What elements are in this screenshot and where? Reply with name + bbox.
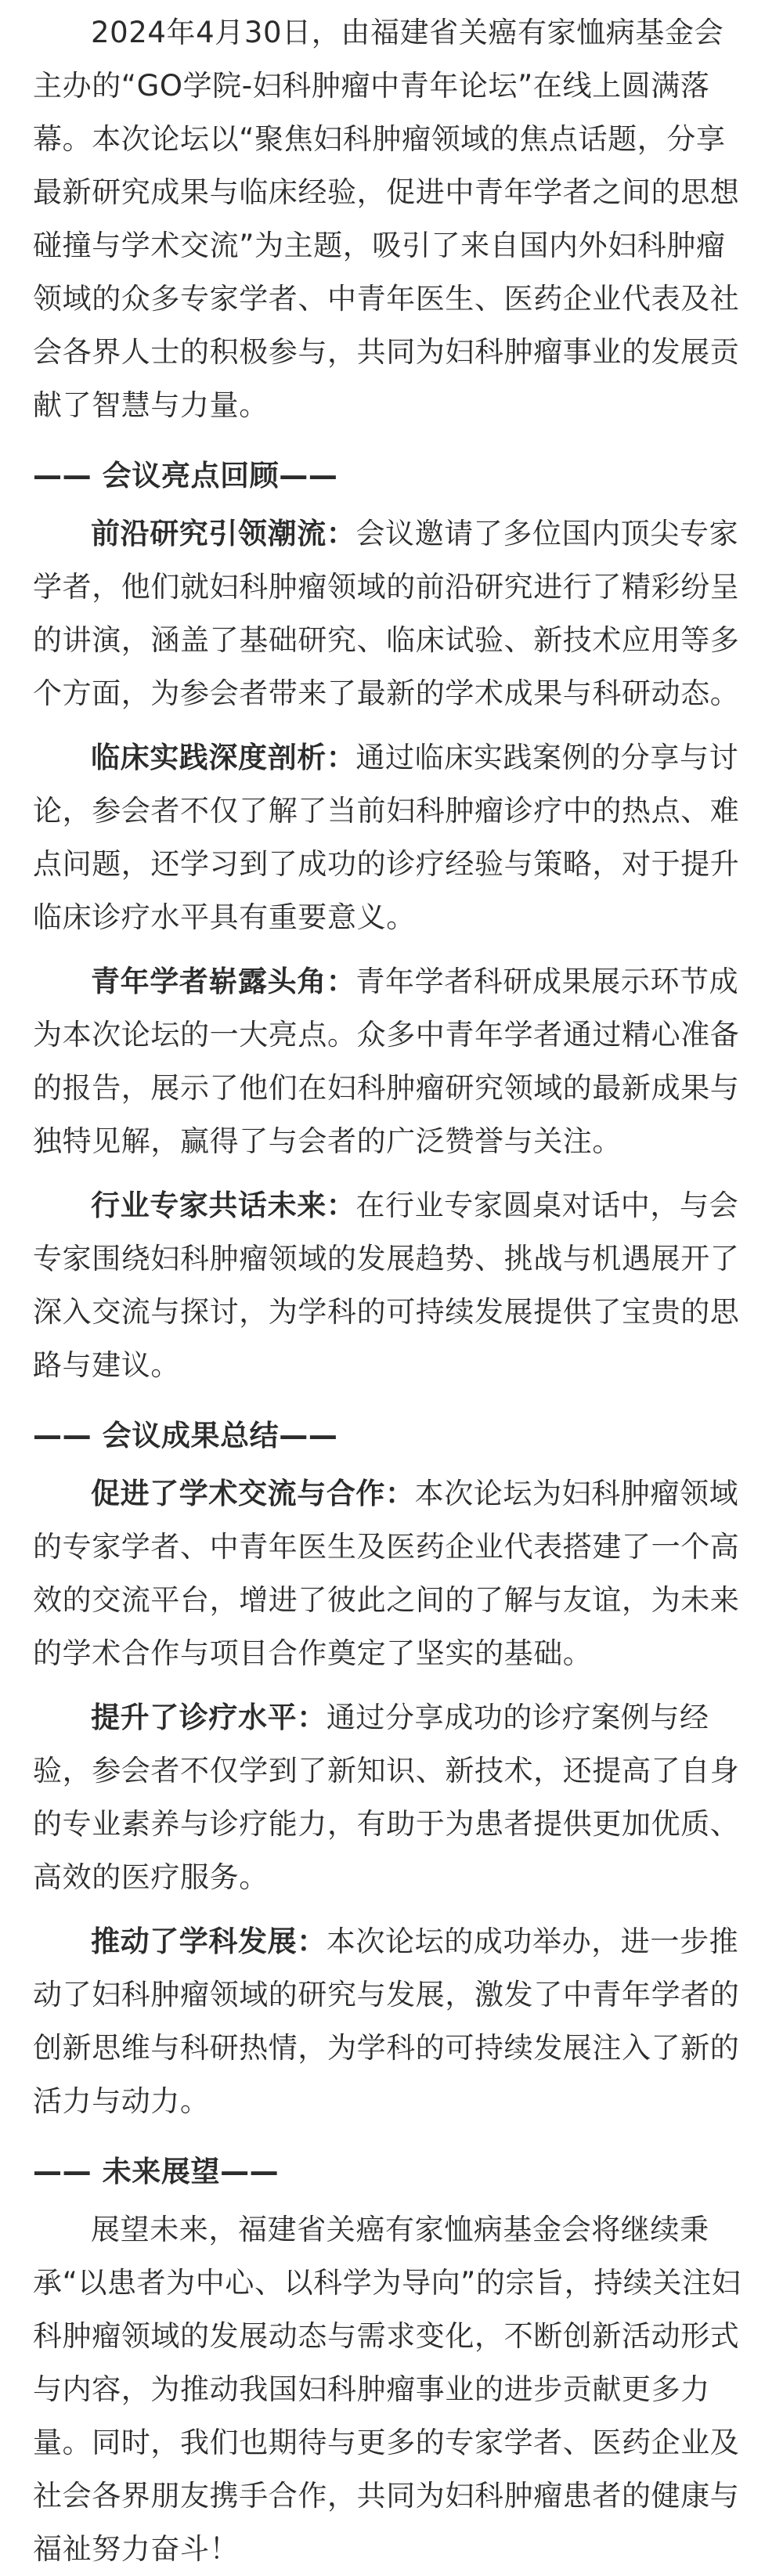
highlight-text: 通过临床实践案例的分享与讨论，参会者不仅了解了当前妇科肿瘤诊疗中的热点、难点问题，还学习到了成功的诊疗经验与策略，对于提升临床诊疗水平具有重要意义。 [33, 741, 740, 934]
highlight-item [33, 1179, 750, 1392]
result-lead: 推动了学科发展： [91, 1925, 327, 1958]
highlight-lead: 临床实践深度剖析： [91, 741, 356, 774]
intro-paragraph: 2024年4月30日，由福建省关癌有家恤病基金会主办的“GO学院-妇科肿瘤中青年论坛”在线上圆满落幕。本次论坛以“聚焦妇科肿瘤领域的焦点话题，分享最新研究成果与临床经验，促进中青年学者之间的思想碰撞与学术交流”为主题，吸引了来自国内外妇科肿瘤领域的众多专家学者、中青年医生、医药企业代表及社会各界人士的积极参与，共同为妇科肿瘤事业的发展贡献了智慧与力量。 [33, 16, 740, 422]
highlight-lead: 行业专家共话未来： [91, 1189, 356, 1222]
highlight-text: 会议邀请了多位国内顶尖专家学者，他们就妇科肿瘤领域的前沿研究进行了精彩纷呈的讲演，涵盖了基础研究、临床试验、新技术应用等多个方面，为参会者带来了最新的学术成果与科研动态。 [33, 517, 740, 710]
highlight-item [33, 731, 750, 944]
highlight-item [33, 507, 750, 720]
result-lead: 促进了学术交流与合作： [91, 1477, 415, 1510]
highlight-item [33, 955, 750, 1168]
section-heading-highlights: —— 会议亮点回顾—— [33, 459, 338, 492]
highlight-text: 青年学者科研成果展示环节成为本次论坛的一大亮点。众多中青年学者通过精心准备的报告，展示了他们在妇科肿瘤研究领域的最新成果与独特见解，赢得了与会者的广泛赞誉与关注。 [33, 965, 740, 1158]
result-lead: 提升了诊疗水平： [91, 1701, 327, 1734]
result-item [33, 1915, 750, 2128]
section-heading-outlook: —— 未来展望—— [33, 2155, 280, 2188]
result-text: 本次论坛为妇科肿瘤领域的专家学者、中青年医生及医药企业代表搭建了一个高效的交流平台，增进了彼此之间的了解与友谊，为未来的学术合作与项目合作奠定了坚实的基础。 [33, 1477, 740, 1670]
highlight-lead: 前沿研究引领潮流： [91, 517, 356, 550]
result-text: 通过分享成功的诊疗案例与经验，参会者不仅学到了新知识、新技术，还提高了自身的专业素养与诊疗能力，有助于为患者提供更加优质、高效的医疗服务。 [33, 1701, 740, 1894]
section-heading-results: —— 会议成果总结—— [33, 1419, 338, 1452]
result-item [33, 1691, 750, 1904]
result-item [33, 1467, 750, 1680]
outlook-paragraph: 展望未来，福建省关癌有家恤病基金会将继续秉承“以患者为中心、以科学为导向”的宗旨，持续关注妇科肿瘤领域的发展动态与需求变化，不断创新活动形式与内容，为推动我国妇科肿瘤事业的进步贡献更多力量。同时，我们也期待与更多的专家学者、医药企业及社会各界朋友携手合作，共同为妇科肿瘤患者的健康与福祉努力奋斗！ [33, 2213, 742, 2566]
highlight-text: 在行业专家圆桌对话中，与会专家围绕妇科肿瘤领域的发展趋势、挑战与机遇展开了深入交流与探讨，为学科的可持续发展提供了宝贵的思路与建议。 [33, 1189, 740, 1382]
highlight-lead: 青年学者崭露头角： [91, 965, 356, 998]
result-text: 本次论坛的成功举办，进一步推动了妇科肿瘤领域的研究与发展，激发了中青年学者的创新思维与科研热情，为学科的可持续发展注入了新的活力与动力。 [33, 1925, 740, 2118]
